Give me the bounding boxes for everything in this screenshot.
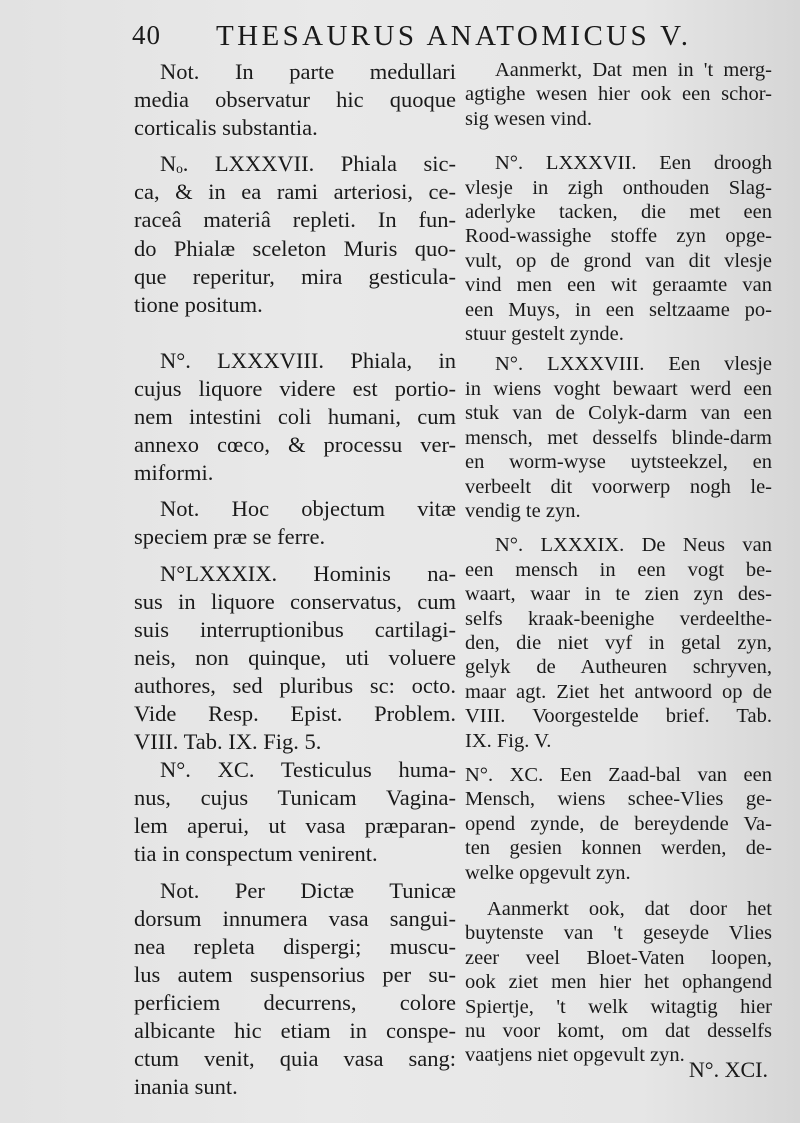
text-line: N°LXXXIX. Hominis na- xyxy=(160,560,456,586)
text-line: nea repleta dispergi; muscu- xyxy=(134,933,456,959)
latin-entry-88 xyxy=(134,347,456,487)
text-line: annexo cœco, & processu ver- xyxy=(134,432,456,458)
text-line: que reperitur, mira gesticula- xyxy=(134,263,456,289)
text-line: miformi. xyxy=(134,460,214,486)
text-line: buytenste van 't geseyde Vlies xyxy=(465,922,772,945)
text-line: lem aperui, ut vasa præparan- xyxy=(134,813,456,839)
text-line: dorsum innumera vasa sangui- xyxy=(134,905,456,931)
text-line: suis interruptionibus cartilagi- xyxy=(134,616,456,642)
text-line: N°. LXXXIX. De Neus van xyxy=(495,534,772,557)
text-line: mensch, met desselfs blinde-darm xyxy=(465,426,772,449)
text-line: vind men een wit geraamte van xyxy=(465,274,772,297)
text-line: opend zynde, de bereydende Va- xyxy=(465,812,772,835)
text-line: lus autem suspensorius per su- xyxy=(134,961,456,987)
text-line: Rood-wassighe stoffe zyn opge- xyxy=(465,225,772,248)
latin-entry-87 xyxy=(134,150,456,319)
text-line: waart, waar in te zien zyn des- xyxy=(465,583,772,606)
text-line: Vide Resp. Epist. Problem. xyxy=(134,700,456,726)
text-line: aderlyke tacken, die met een xyxy=(465,201,772,224)
text-line: sig wesen vind. xyxy=(465,107,592,130)
text-line: en worm-wyse uytsteekzel, en xyxy=(465,451,772,474)
catchword: N°. XCI. xyxy=(688,1057,768,1082)
text-line: vult, op de grond van dit vlesje xyxy=(465,249,772,272)
text-line: N°. XC. Een Zaad-bal van een xyxy=(465,763,772,786)
latin-note-medullari xyxy=(134,58,456,142)
text-line: in wiens voght bewaart werd een xyxy=(465,377,772,400)
text-line: perficiem decurrens, colore xyxy=(134,989,456,1015)
text-line: IX. Fig. V. xyxy=(465,729,552,752)
text-line: N°. LXXXVIII. Een vlesje xyxy=(495,353,772,376)
text-line: een mensch in een vogt be- xyxy=(465,558,772,581)
text-line: Spiertje, 't welk witagtig hier xyxy=(465,995,772,1018)
text-line: stuk van de Colyk-darm van een xyxy=(465,402,772,425)
text-line: sus in liquore conservatus, cum xyxy=(134,588,456,614)
text-line: vendig te zyn. xyxy=(465,499,581,522)
dutch-entry-90 xyxy=(465,763,772,885)
latin-note-88 xyxy=(134,495,456,551)
text-line: N°. LXXXVII. Een droogh xyxy=(495,152,772,175)
text-line: VIII. Voorgestelde brief. Tab. xyxy=(465,705,772,728)
text-line: authores, sed pluribus sc: octo. xyxy=(134,672,456,698)
text-line: vaatjens niet opgevult zyn. xyxy=(465,1044,685,1067)
text-line: do Phialæ sceleton Muris quo- xyxy=(134,235,456,261)
text-line: den, die niet vyf in getal zyn, xyxy=(465,631,772,654)
text-line: neis, non quinque, uti voluere xyxy=(134,644,456,670)
text-line: albicante hic etiam in conspe- xyxy=(134,1018,456,1043)
latin-entry-89 xyxy=(134,560,456,757)
text-line: ctum venit, quia vasa sang: xyxy=(134,1046,456,1072)
text-line: Aanmerkt, Dat men in 't merg- xyxy=(495,59,772,81)
dutch-aanmerkt-90 xyxy=(465,897,772,1068)
text-line: verbeelt dit voorwerp nogh le- xyxy=(465,475,772,498)
text-line: een Muys, in een seltzaame po- xyxy=(465,298,772,321)
text-line: Not. Per Dictæ Tunicæ xyxy=(160,877,456,903)
text-line: welke opgevult zyn. xyxy=(465,861,631,884)
text-line: stuur gestelt zynde. xyxy=(465,323,624,346)
text-line: Not. In parte medullari xyxy=(160,59,456,84)
text-line: nem intestini coli humani, cum xyxy=(134,404,456,430)
dutch-aanmerkt-merg xyxy=(465,58,772,131)
text-line: N°. LXXXVIII. Phiala, in xyxy=(160,347,456,373)
text-line: speciem præ se ferre. xyxy=(134,524,326,550)
text-line: tione positum. xyxy=(134,291,263,317)
page-number: 40 xyxy=(132,20,161,50)
page-header xyxy=(132,18,770,52)
text-line: gelyk de Autheuren schryven, xyxy=(465,656,772,679)
text-line: inania sunt. xyxy=(134,1074,238,1100)
text-line: ook ziet men hier het ophangend xyxy=(465,971,772,994)
text-line: cujus liquore videre est portio- xyxy=(134,375,456,401)
text-line: vlesje in zigh onthouden Slag- xyxy=(465,176,772,199)
text-line: Aanmerkt ook, dat door het xyxy=(487,898,772,920)
text-line: VIII. Tab. IX. Fig. 5. xyxy=(134,729,322,755)
dutch-entry-87 xyxy=(465,151,772,346)
text-line: ten gesien konnen werden, de- xyxy=(465,837,772,860)
dutch-column xyxy=(465,58,772,1068)
text-line: tia in conspectum venirent. xyxy=(134,841,378,867)
text-line: nus, cujus Tunicam Vagina- xyxy=(134,785,456,811)
latin-entry-90 xyxy=(134,756,456,868)
text-line: zeer veel Bloet-Vaten loopen, xyxy=(465,946,772,969)
running-title: THESAURUS ANATOMICUS V. xyxy=(216,20,692,52)
text-line: agtighe wesen hier ook een schor- xyxy=(465,83,772,106)
text-line: Nₒ. LXXXVII. Phiala sic- xyxy=(160,151,456,177)
text-line: selfs kraak-beenighe verdeelthe- xyxy=(465,607,772,630)
text-line: raceâ materiâ repleti. In fun- xyxy=(134,207,456,233)
dutch-entry-89 xyxy=(465,533,772,753)
text-line: Mensch, wiens schee-Vlies ge- xyxy=(465,788,772,811)
text-line: N°. XC. Testiculus huma- xyxy=(160,757,456,783)
text-line: corticalis substantia. xyxy=(134,115,318,141)
text-line: ca, & in ea rami arteriosi, ce- xyxy=(134,179,456,205)
text-line: nu voor komt, om dat desselfs xyxy=(465,1020,772,1043)
text-line: media observatur hic quoque xyxy=(134,87,456,113)
latin-note-90 xyxy=(134,877,456,1102)
dutch-entry-88 xyxy=(465,352,772,523)
latin-column xyxy=(134,58,456,1101)
text-line: maar agt. Ziet het antwoord op de xyxy=(465,680,772,703)
text-line: Not. Hoc objectum vitæ xyxy=(160,496,456,522)
